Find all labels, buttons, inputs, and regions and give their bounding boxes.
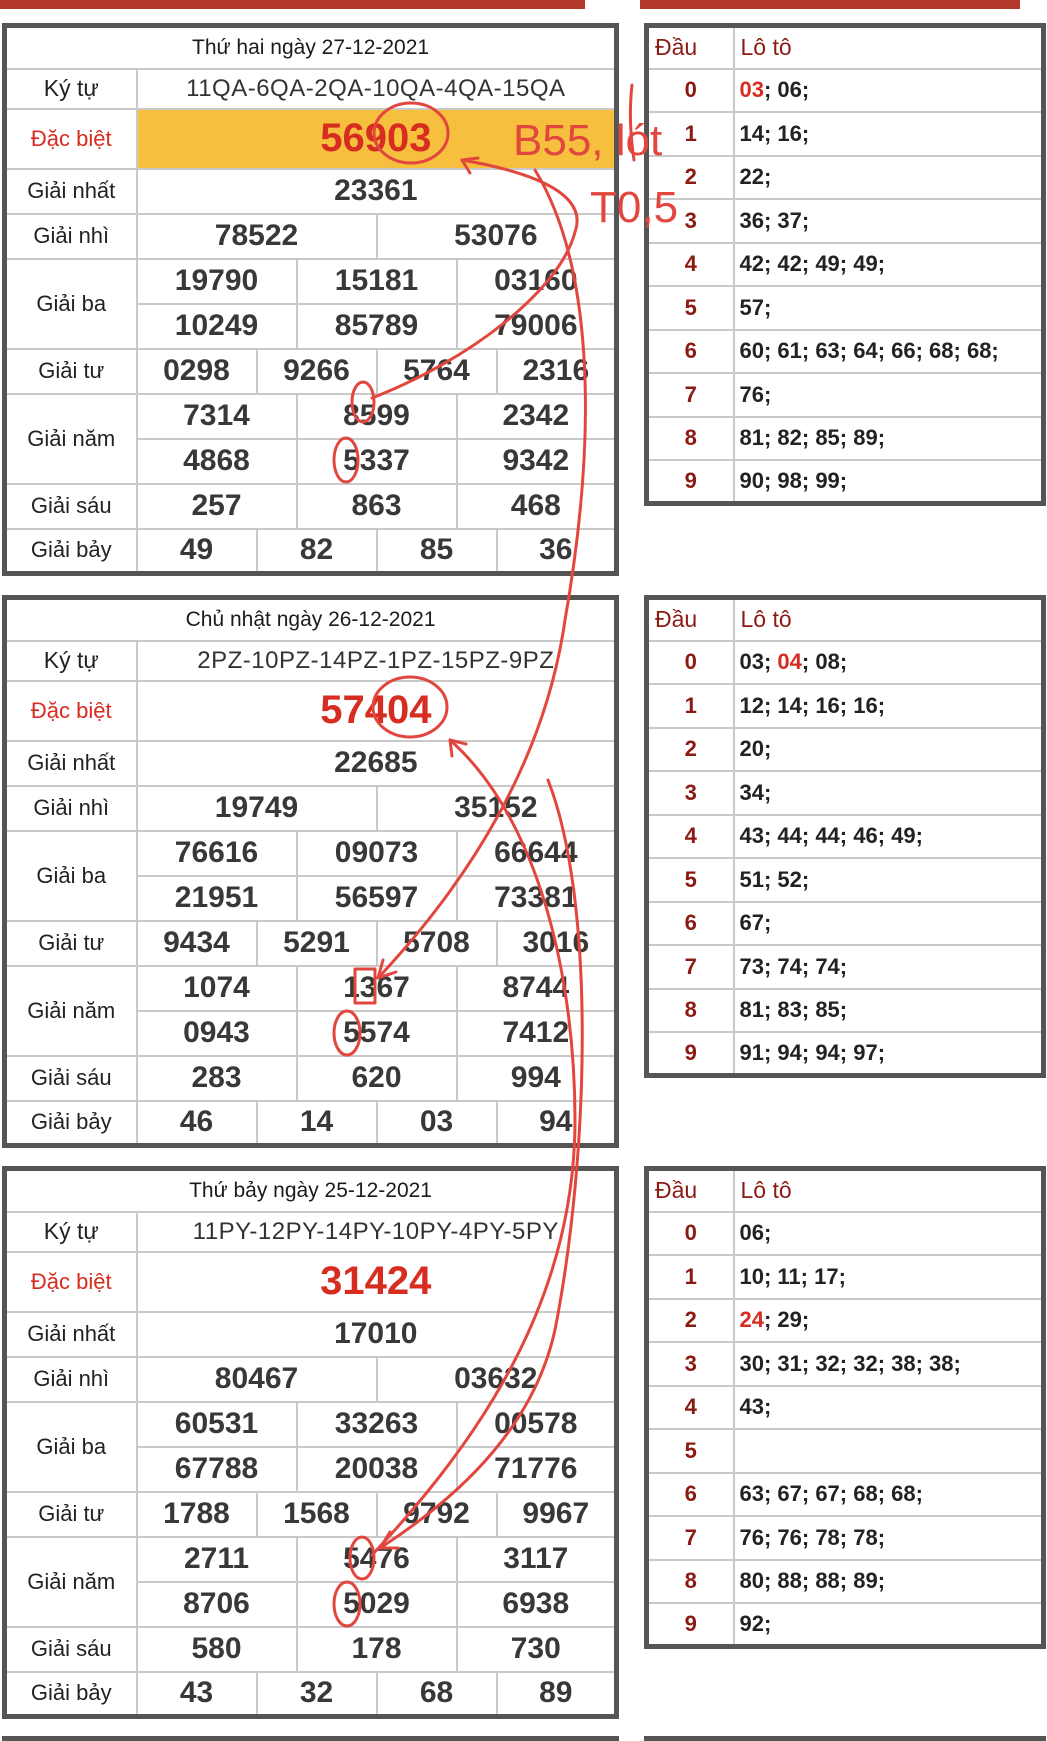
loto-rest: ; 06; [763, 77, 810, 103]
loto-row [647, 1299, 1044, 1343]
prize-number: 19749 [137, 786, 377, 831]
prize-number: 5029 [297, 1582, 457, 1627]
top-bar [0, 0, 1047, 13]
prize-number: 0943 [137, 1011, 297, 1056]
prize-label: Ký tự [5, 1212, 137, 1252]
prize-number: 9967 [497, 1492, 617, 1537]
prize-label: Giải tư [5, 1492, 137, 1537]
loto-row [647, 815, 1044, 859]
loto-rest: ; 29; [763, 1307, 810, 1333]
prize-number: 9342 [457, 439, 617, 484]
prize-number: 5337 [297, 439, 457, 484]
prize-number: 36 [497, 529, 617, 574]
prize-number: 2711 [137, 1537, 297, 1582]
loto-row [647, 460, 1044, 504]
loto-rest: 10; 11; 17; [739, 1263, 846, 1289]
prize-label: Giải sáu [5, 484, 137, 529]
prize-number: 9434 [137, 921, 257, 966]
loto-values [734, 1342, 1044, 1386]
prize-number: 8599 [297, 394, 457, 439]
prize-number: 80467 [137, 1357, 377, 1402]
prize-number: 3117 [457, 1537, 617, 1582]
loto-values [734, 1516, 1044, 1560]
loto-rest: 12; 14; 16; 16; [739, 692, 886, 718]
prize-label: Giải tư [5, 921, 137, 966]
annotation-note-line2: T0,5 [590, 183, 679, 232]
dau-digit: 4 [647, 243, 734, 287]
loto-rest: 92; [739, 1611, 772, 1636]
loto-rest: 20; [739, 736, 772, 762]
prize-number: 14 [257, 1101, 377, 1146]
dau-digit: 8 [647, 989, 734, 1033]
prize-number: 1367 [297, 966, 457, 1011]
dau-digit: 3 [647, 1342, 734, 1386]
prize-number: 5764 [377, 349, 497, 394]
loto-values [734, 684, 1044, 728]
prize-number: 60531 [137, 1402, 297, 1447]
loto-rest: ; 08; [801, 649, 848, 675]
draw-block [0, 1156, 1047, 1728]
loto-row [647, 1212, 1044, 1256]
prize-label: Đặc biệt [5, 681, 137, 741]
prize-number: 468 [457, 484, 617, 529]
loto-rest: 67; [739, 910, 772, 936]
ky-tu-value: 2PZ-10PZ-14PZ-1PZ-15PZ-9PZ [137, 641, 617, 681]
prize-label: Giải nhì [5, 1357, 137, 1402]
prize-number: 4868 [137, 439, 297, 484]
loto-row [647, 69, 1044, 113]
loto-values [734, 902, 1044, 946]
prize-label: Giải sáu [5, 1627, 137, 1672]
dau-digit: 4 [647, 815, 734, 859]
prize-number: 79006 [457, 304, 617, 349]
prize-label: Giải nhất [5, 169, 137, 214]
result-table [2, 595, 619, 1148]
prize-number: 863 [297, 484, 457, 529]
prize-number: 283 [137, 1056, 297, 1101]
dau-digit: 2 [647, 1299, 734, 1343]
prize-label: Giải nhì [5, 786, 137, 831]
loto-row [647, 902, 1044, 946]
loto-values [734, 1255, 1044, 1299]
prize-number: 257 [137, 484, 297, 529]
loto-rest: 36; 37; [739, 207, 810, 233]
loto-rest: 43; 44; 44; 46; 49; [739, 823, 923, 849]
prize-label: Ký tự [5, 641, 137, 681]
loto-rest: 60; 61; 63; 64; 66; 68; 68; [739, 338, 999, 364]
loto-row [647, 330, 1044, 374]
prize-number: 71776 [457, 1447, 617, 1492]
loto-rest: 76; 76; 78; 78; [739, 1524, 886, 1550]
ky-tu-value: 11QA-6QA-2QA-10QA-4QA-15QA [137, 69, 617, 109]
loto-row [647, 243, 1044, 287]
loto-rest: 81; 82; 85; 89; [739, 425, 886, 451]
special-prize-number: 57404 [137, 681, 617, 741]
prize-number: 66644 [457, 831, 617, 876]
prize-number: 85 [377, 529, 497, 574]
prize-number: 35152 [377, 786, 617, 831]
loto-row [647, 112, 1044, 156]
ky-tu-value: 11PY-12PY-14PY-10PY-4PY-5PY [137, 1212, 617, 1252]
prize-number: 76616 [137, 831, 297, 876]
prize-number: 03 [377, 1101, 497, 1146]
dau-digit: 0 [647, 1212, 734, 1256]
prize-number: 43 [137, 1672, 257, 1717]
loto-values [734, 417, 1044, 461]
loto-row [647, 1516, 1044, 1560]
dau-digit: 3 [647, 771, 734, 815]
prize-label: Đặc biệt [5, 1252, 137, 1312]
loto-values [734, 1603, 1044, 1647]
loto-values [734, 858, 1044, 902]
loto-values [734, 1560, 1044, 1604]
loto-values [734, 1386, 1044, 1430]
prize-number: 8744 [457, 966, 617, 1011]
loto-rest: 22; [739, 164, 772, 190]
loto-row [647, 684, 1044, 728]
prize-label: Giải ba [5, 1402, 137, 1492]
loto-table [644, 23, 1046, 506]
prize-number: 6938 [457, 1582, 617, 1627]
loto-highlight: 04 [777, 649, 802, 675]
prize-label: Giải bảy [5, 529, 137, 574]
prize-number: 22685 [137, 741, 617, 786]
loto-header: Lô tô [734, 1169, 1044, 1212]
prize-number: 00578 [457, 1402, 617, 1447]
dau-digit: 2 [647, 156, 734, 200]
loto-rest: 51; 52; [739, 866, 810, 892]
dau-digit: 9 [647, 1603, 734, 1647]
prize-number: 03160 [457, 259, 617, 304]
prize-number: 730 [457, 1627, 617, 1672]
prize-number: 21951 [137, 876, 297, 921]
loto-row [647, 199, 1044, 243]
dau-digit: 1 [647, 684, 734, 728]
prize-number: 994 [457, 1056, 617, 1101]
loto-values [734, 989, 1044, 1033]
prize-label: Giải ba [5, 831, 137, 921]
loto-values [734, 156, 1044, 200]
prize-number: 49 [137, 529, 257, 574]
loto-rest: 81; 83; 85; [739, 997, 848, 1023]
next-loto-table-edge [644, 1736, 1046, 1741]
prize-number: 7412 [457, 1011, 617, 1056]
prize-number: 2342 [457, 394, 617, 439]
dau-digit: 0 [647, 641, 734, 685]
prize-number: 10249 [137, 304, 297, 349]
prize-number: 1074 [137, 966, 297, 1011]
loto-row [647, 1560, 1044, 1604]
prize-number: 178 [297, 1627, 457, 1672]
dau-digit: 7 [647, 373, 734, 417]
prize-number: 32 [257, 1672, 377, 1717]
special-prize-number: 56903 [137, 109, 617, 169]
loto-rest: 73; 74; 74; [739, 953, 848, 979]
prize-number: 2316 [497, 349, 617, 394]
loto-row [647, 858, 1044, 902]
prize-number: 20038 [297, 1447, 457, 1492]
loto-header: Lô tô [734, 26, 1044, 69]
loto-rest: 57; [739, 294, 772, 320]
loto-rest: 63; 67; 67; 68; 68; [739, 1481, 923, 1507]
loto-row [647, 156, 1044, 200]
loto-values [734, 641, 1044, 685]
dau-digit: 6 [647, 902, 734, 946]
prize-number: 9792 [377, 1492, 497, 1537]
loto-highlight: 24 [739, 1307, 764, 1333]
prize-number: 580 [137, 1627, 297, 1672]
loto-row [647, 945, 1044, 989]
loto-row [647, 1255, 1044, 1299]
annotation-note-line1: B55, lót [513, 116, 663, 165]
prize-label: Giải năm [5, 1537, 137, 1627]
loto-rest: 91; 94; 94; 97; [739, 1040, 886, 1065]
prize-number: 9266 [257, 349, 377, 394]
prize-number: 5574 [297, 1011, 457, 1056]
prize-label: Giải năm [5, 966, 137, 1056]
loto-values [734, 460, 1044, 504]
loto-values [734, 286, 1044, 330]
special-prize-number: 31424 [137, 1252, 617, 1312]
top-bar-strip [0, 0, 585, 9]
loto-values [734, 945, 1044, 989]
prize-number: 5476 [297, 1537, 457, 1582]
prize-label: Giải tư [5, 349, 137, 394]
dau-digit: 5 [647, 286, 734, 330]
prize-number: 8706 [137, 1582, 297, 1627]
result-table [2, 1166, 619, 1719]
loto-highlight: 03 [739, 77, 764, 103]
loto-row [647, 1473, 1044, 1517]
loto-header: Lô tô [734, 598, 1044, 641]
prize-number: 94 [497, 1101, 617, 1146]
prize-number: 0298 [137, 349, 257, 394]
dau-header: Đầu [647, 26, 734, 69]
prize-number: 19790 [137, 259, 297, 304]
loto-values [734, 330, 1044, 374]
prize-label: Giải bảy [5, 1101, 137, 1146]
draw-date: Thứ hai ngày 27-12-2021 [5, 26, 617, 69]
loto-row [647, 641, 1044, 685]
prize-number: 56597 [297, 876, 457, 921]
prize-number: 3016 [497, 921, 617, 966]
loto-row [647, 728, 1044, 772]
prize-number: 73381 [457, 876, 617, 921]
top-bar-strip [640, 0, 1020, 9]
prize-label: Ký tự [5, 69, 137, 109]
draw-block [0, 13, 1047, 585]
loto-rest: 43; [739, 1394, 772, 1420]
loto-values [734, 1473, 1044, 1517]
dau-digit: 3 [647, 199, 734, 243]
dau-digit: 2 [647, 728, 734, 772]
loto-rest: 14; 16; [739, 120, 810, 146]
prize-number: 7314 [137, 394, 297, 439]
dau-digit: 6 [647, 330, 734, 374]
loto-row [647, 1032, 1044, 1076]
prize-label: Giải nhì [5, 214, 137, 259]
prize-number: 68 [377, 1672, 497, 1717]
loto-values [734, 815, 1044, 859]
loto-row [647, 286, 1044, 330]
dau-digit: 6 [647, 1473, 734, 1517]
dau-digit: 5 [647, 1429, 734, 1473]
dau-header: Đầu [647, 598, 734, 641]
loto-values [734, 771, 1044, 815]
loto-rest: 76; [739, 381, 772, 407]
draw-date: Thứ bảy ngày 25-12-2021 [5, 1169, 617, 1212]
loto-row [647, 417, 1044, 461]
prize-number: 67788 [137, 1447, 297, 1492]
prize-label: Giải ba [5, 259, 137, 349]
loto-row [647, 989, 1044, 1033]
prize-label: Đặc biệt [5, 109, 137, 169]
result-table [2, 23, 619, 576]
loto-values [734, 728, 1044, 772]
prize-number: 23361 [137, 169, 617, 214]
dau-digit: 8 [647, 417, 734, 461]
dau-digit: 7 [647, 1516, 734, 1560]
loto-values [734, 199, 1044, 243]
loto-values [734, 1299, 1044, 1343]
prize-label: Giải sáu [5, 1056, 137, 1101]
loto-values [734, 243, 1044, 287]
next-result-table-edge [2, 1736, 619, 1741]
draw-block [0, 585, 1047, 1157]
prize-label: Giải năm [5, 394, 137, 484]
loto-values [734, 373, 1044, 417]
loto-values [734, 112, 1044, 156]
loto-rest: 80; 88; 88; 89; [739, 1568, 886, 1594]
prize-label: Giải bảy [5, 1672, 137, 1717]
loto-values [734, 1429, 1044, 1473]
prize-number: 85789 [297, 304, 457, 349]
loto-rest: 06; [739, 1220, 772, 1246]
dau-digit: 9 [647, 1032, 734, 1076]
prize-number: 82 [257, 529, 377, 574]
loto-row [647, 373, 1044, 417]
loto-row [647, 1603, 1044, 1647]
prize-number: 09073 [297, 831, 457, 876]
prize-number: 46 [137, 1101, 257, 1146]
dau-digit: 7 [647, 945, 734, 989]
dau-digit: 9 [647, 460, 734, 504]
prize-number: 620 [297, 1056, 457, 1101]
loto-rest: 30; 31; 32; 32; 38; 38; [739, 1350, 961, 1376]
dau-digit: 0 [647, 69, 734, 113]
prize-number: 33263 [297, 1402, 457, 1447]
loto-row [647, 1386, 1044, 1430]
loto-table [644, 1166, 1046, 1649]
prize-number: 1568 [257, 1492, 377, 1537]
prize-number: 1788 [137, 1492, 257, 1537]
loto-rest: 34; [739, 779, 772, 805]
prize-number: 15181 [297, 259, 457, 304]
dau-digit: 1 [647, 112, 734, 156]
loto-rest: 90; 98; 99; [739, 468, 848, 493]
prize-number: 03632 [377, 1357, 617, 1402]
loto-row [647, 771, 1044, 815]
prize-label: Giải nhất [5, 741, 137, 786]
dau-digit: 1 [647, 1255, 734, 1299]
prize-number: 5291 [257, 921, 377, 966]
loto-row [647, 1342, 1044, 1386]
dau-digit: 4 [647, 1386, 734, 1430]
dau-digit: 8 [647, 1560, 734, 1604]
loto-rest: 42; 42; 49; 49; [739, 251, 886, 277]
prize-number: 17010 [137, 1312, 617, 1357]
loto-values [734, 69, 1044, 113]
prize-number: 53076 [377, 214, 617, 259]
dau-header: Đầu [647, 1169, 734, 1212]
loto-row [647, 1429, 1044, 1473]
draw-date: Chủ nhật ngày 26-12-2021 [5, 598, 617, 641]
prize-number: 78522 [137, 214, 377, 259]
prize-number: 89 [497, 1672, 617, 1717]
loto-values [734, 1032, 1044, 1076]
loto-prefix: 03; [739, 649, 778, 675]
dau-digit: 5 [647, 858, 734, 902]
loto-values [734, 1212, 1044, 1256]
prize-number: 5708 [377, 921, 497, 966]
loto-table [644, 595, 1046, 1078]
prize-label: Giải nhất [5, 1312, 137, 1357]
